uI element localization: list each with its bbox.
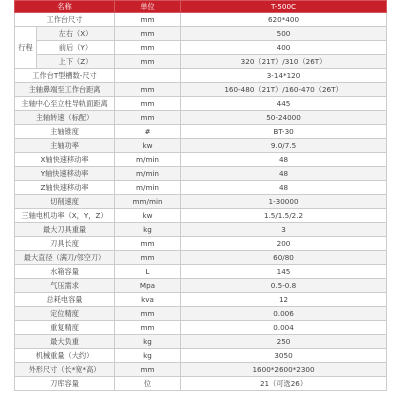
header-name: 名称	[15, 1, 115, 13]
spec-unit: kva	[115, 293, 181, 307]
spec-unit: mm	[115, 237, 181, 251]
spec-unit: m/min	[115, 181, 181, 195]
spec-body	[15, 13, 387, 391]
table-row	[15, 321, 387, 335]
table-row	[15, 349, 387, 363]
spec-name: 切削速度	[15, 195, 115, 209]
spec-value: 1600*2600*2300	[181, 363, 387, 377]
table-row	[15, 153, 387, 167]
spec-unit	[115, 69, 181, 83]
spec-unit: L	[115, 265, 181, 279]
table-row	[15, 363, 387, 377]
table-row	[15, 209, 387, 223]
spec-value: 200	[181, 237, 387, 251]
table-row	[15, 41, 387, 55]
spec-name: 主轴转速（标配）	[15, 111, 115, 125]
table-row	[15, 279, 387, 293]
table-row	[15, 111, 387, 125]
table-row	[15, 377, 387, 391]
spec-unit: m/min	[115, 153, 181, 167]
spec-unit: mm	[115, 363, 181, 377]
table-row	[15, 125, 387, 139]
spec-value: 0.004	[181, 321, 387, 335]
spec-name: 工作台T型槽数-尺寸	[15, 69, 115, 83]
spec-value: 21（可选26）	[181, 377, 387, 391]
spec-table	[14, 0, 387, 391]
spec-value: 145	[181, 265, 387, 279]
spec-unit: kg	[115, 335, 181, 349]
table-row	[15, 265, 387, 279]
spec-unit: kg	[115, 349, 181, 363]
spec-name: 刀库容量	[15, 377, 115, 391]
spec-value: 1.5/1.5/2.2	[181, 209, 387, 223]
spec-value: 0.006	[181, 307, 387, 321]
table-row	[15, 69, 387, 83]
spec-name: 机械重量（大约）	[15, 349, 115, 363]
spec-name: 上下（Z）	[37, 55, 115, 69]
table-row	[15, 335, 387, 349]
table-row	[15, 83, 387, 97]
spec-name: 外形尺寸（长*宽*高）	[15, 363, 115, 377]
spec-name: Z轴快速移动率	[15, 181, 115, 195]
spec-value: 50-24000	[181, 111, 387, 125]
spec-name: 主轴功率	[15, 139, 115, 153]
spec-value: 160-480（21T）/160-470（26T）	[181, 83, 387, 97]
spec-name: Y轴快速移动率	[15, 167, 115, 181]
table-row	[15, 139, 387, 153]
table-row	[15, 55, 387, 69]
spec-name: 定位精度	[15, 307, 115, 321]
header-model: T-500C	[181, 1, 387, 13]
spec-unit: mm	[115, 111, 181, 125]
spec-name: 三轴电机功率（X，Y，Z）	[15, 209, 115, 223]
spec-name: 左右（X）	[37, 27, 115, 41]
spec-value: 9.0/7.5	[181, 139, 387, 153]
spec-unit: mm	[115, 13, 181, 27]
header-unit: 单位	[115, 1, 181, 13]
table-row	[15, 307, 387, 321]
table-row	[15, 27, 387, 41]
spec-unit: mm	[115, 321, 181, 335]
spec-name: 前后（Y）	[37, 41, 115, 55]
table-row	[15, 97, 387, 111]
spec-unit: mm	[115, 41, 181, 55]
table-row	[15, 237, 387, 251]
spec-unit: kg	[115, 223, 181, 237]
spec-unit: Mpa	[115, 279, 181, 293]
spec-value: 445	[181, 97, 387, 111]
spec-value: 60/80	[181, 251, 387, 265]
table-row	[15, 167, 387, 181]
spec-name: 最大直径（满刀/邻空刀）	[15, 251, 115, 265]
spec-name: 气压需求	[15, 279, 115, 293]
spec-value: 3050	[181, 349, 387, 363]
spec-unit: kw	[115, 209, 181, 223]
spec-name: 重复精度	[15, 321, 115, 335]
table-row	[15, 251, 387, 265]
spec-value: 0.5-0.8	[181, 279, 387, 293]
spec-value: 250	[181, 335, 387, 349]
spec-value: BT-30	[181, 125, 387, 139]
spec-value: 400	[181, 41, 387, 55]
spec-name: 工作台尺寸	[15, 13, 115, 27]
spec-unit: 位	[115, 377, 181, 391]
spec-unit: mm	[115, 27, 181, 41]
table-row	[15, 293, 387, 307]
spec-value: 48	[181, 167, 387, 181]
spec-unit: mm	[115, 55, 181, 69]
spec-unit: mm	[115, 83, 181, 97]
table-row	[15, 195, 387, 209]
spec-value: 3	[181, 223, 387, 237]
spec-unit: mm	[115, 97, 181, 111]
header-row	[15, 1, 387, 13]
spec-value: 320（21T）/310（26T）	[181, 55, 387, 69]
spec-value: 48	[181, 153, 387, 167]
table-row	[15, 13, 387, 27]
spec-name: 主轴锥度	[15, 125, 115, 139]
spec-value: 48	[181, 181, 387, 195]
spec-value: 12	[181, 293, 387, 307]
spec-name: 水箱容量	[15, 265, 115, 279]
table-row	[15, 181, 387, 195]
spec-value: 3-14*120	[181, 69, 387, 83]
spec-value: 500	[181, 27, 387, 41]
spec-unit: mm	[115, 307, 181, 321]
table-row	[15, 223, 387, 237]
spec-name: 刀具长度	[15, 237, 115, 251]
spec-name: X轴快速移动率	[15, 153, 115, 167]
spec-value: 620*400	[181, 13, 387, 27]
spec-unit: #	[115, 125, 181, 139]
spec-name: 最大负重	[15, 335, 115, 349]
spec-unit: kw	[115, 139, 181, 153]
spec-name: 总耗电容量	[15, 293, 115, 307]
spec-unit: mm/min	[115, 195, 181, 209]
spec-name: 最大刀具重量	[15, 223, 115, 237]
spec-unit: m/min	[115, 167, 181, 181]
spec-name: 主轴鼻端至工作台距离	[15, 83, 115, 97]
travel-group-label: 行程	[15, 27, 37, 69]
spec-name: 主轴中心至立柱导轨面距离	[15, 97, 115, 111]
spec-value: 1-30000	[181, 195, 387, 209]
spec-unit: mm	[115, 251, 181, 265]
